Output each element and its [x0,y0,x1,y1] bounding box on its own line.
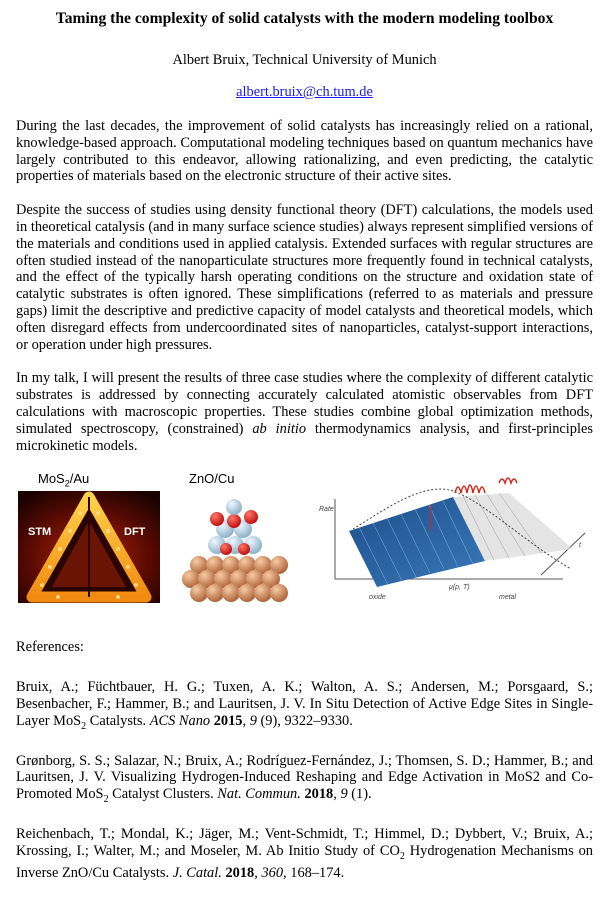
rate-surface-plot [313,471,593,603]
abstract-page [16,10,593,899]
figure-rate-surface [313,471,593,603]
reference-2: Grønborg, S. S.; Salazar, N.; Bruix, A.; Rodríguez-Fernández, J.; Thomsen, S. D.; Hammer, B.; and Lauritsen, J. V. Visualizing Hydrogen-Induced Reshaping and Edge Activation in MoS2 and Co-Promoted MoS$_2$ Catalyst Clusters. Nat. Commun. 2018, 9 (1). [16,752,593,806]
reference-1: Bruix, A.; Füchtbauer, H. G.; Tuxen, A. K.; Walton, A. S.; Andersen, M.; Porsgaard, S.; Besenbacher, F.; Hammer, B.; and Lauritsen, J. V. In Situ Detection of Active Edge Sites in Single-Layer MoS$_2$ Catalysts. ACS Nano 2015, 9 (9), 9322–9330. [16,679,593,732]
paragraph-2: Despite the success of studies using density functional theory (DFT) calculations, the models used in theoretical catalysis (and in many surface science studies) always represent simplified versions of the materials and conditions used in applied catalysis. Extended surfaces with regular structures are often studied instead of the nanoparticulate structures more frequently found in technical catalysts, and the effect of the typically harsh operating conditions on the structure and oxidation state of catalytic substrates is often ignored. These simplifications (referred to as materials and pressure gaps) limit the descriptive and predictive capacity of model catalysts and theoretical models, which often disregard effects from undercoordinated sites of nanoparticles, catalyst-support interactions, or operation under high pressures. [16,202,593,353]
oxide-label: oxide [369,594,386,602]
figure-row [16,471,593,603]
stm-label: STM [28,526,52,539]
rate-label: Rate [319,506,334,514]
stm-dft-triangle-image [18,491,160,603]
zno-cluster [208,499,262,555]
email-line [16,84,593,101]
copper-slab [182,556,288,602]
paper-title: Taming the complexity of solid catalysts with the modern modeling toolbox [55,10,554,27]
paragraph-3-text-a: In my talk, I will present the results of three case studies where the complexity of different catalytic substrates is addressed by connecting accurately calculated atomistic observables from DFT calculations with macroscopic properties. These studies combine global optimization methods, simulated spectroscopy, (constrained) [16,370,593,437]
mu-label: μ(p, T) [449,584,470,592]
metal-label: metal [499,594,517,602]
reference-3: Reichenbach, T.; Mondal, K.; Jäger, M.; Vent-Schmidt, T.; Himmel, D.; Dybbert, V.; Bruix, A.; Krossing, I.; Walter, M.; and Moseler, M. Ab Initio Study of $CO_2$ Hydrogenation Mechanisms on Inverse ZnO/Cu Catalysts. J. Catal. 2018, 360, 168–174. [16,825,594,882]
email-link[interactable]: albert.bruix@ch.tum.de [236,84,373,100]
figure-zno-cu [181,471,291,603]
paragraph-3 [16,370,593,454]
author-line: Albert Bruix, Technical University of Munich [172,52,437,68]
figure-zno-title: ZnO/Cu [189,471,235,487]
t-label: t [579,542,581,550]
references-heading: References: [16,639,84,656]
paragraph-3-italic: ab initio [252,420,307,437]
paragraph-3-text-c: thermodynamics analysis, and first-principles microkinetic models. [16,420,593,454]
dft-label: DFT [124,526,146,539]
paragraph-1: During the last decades, the improvement of solid catalysts has increasingly relied on a rational, knowledge-based approach. Computational modeling techniques based on quantum mechanics have largely contributed to this endeavor, allowing rationalizing, and even predicting, the catalytic properties of materials based on the electronic structure of their active sites. [16,118,593,185]
figure-mos2-au [18,471,160,603]
zno-cu-cluster-image [181,493,291,603]
figure-mos2-title: MoS$_2$/Au [38,471,90,489]
